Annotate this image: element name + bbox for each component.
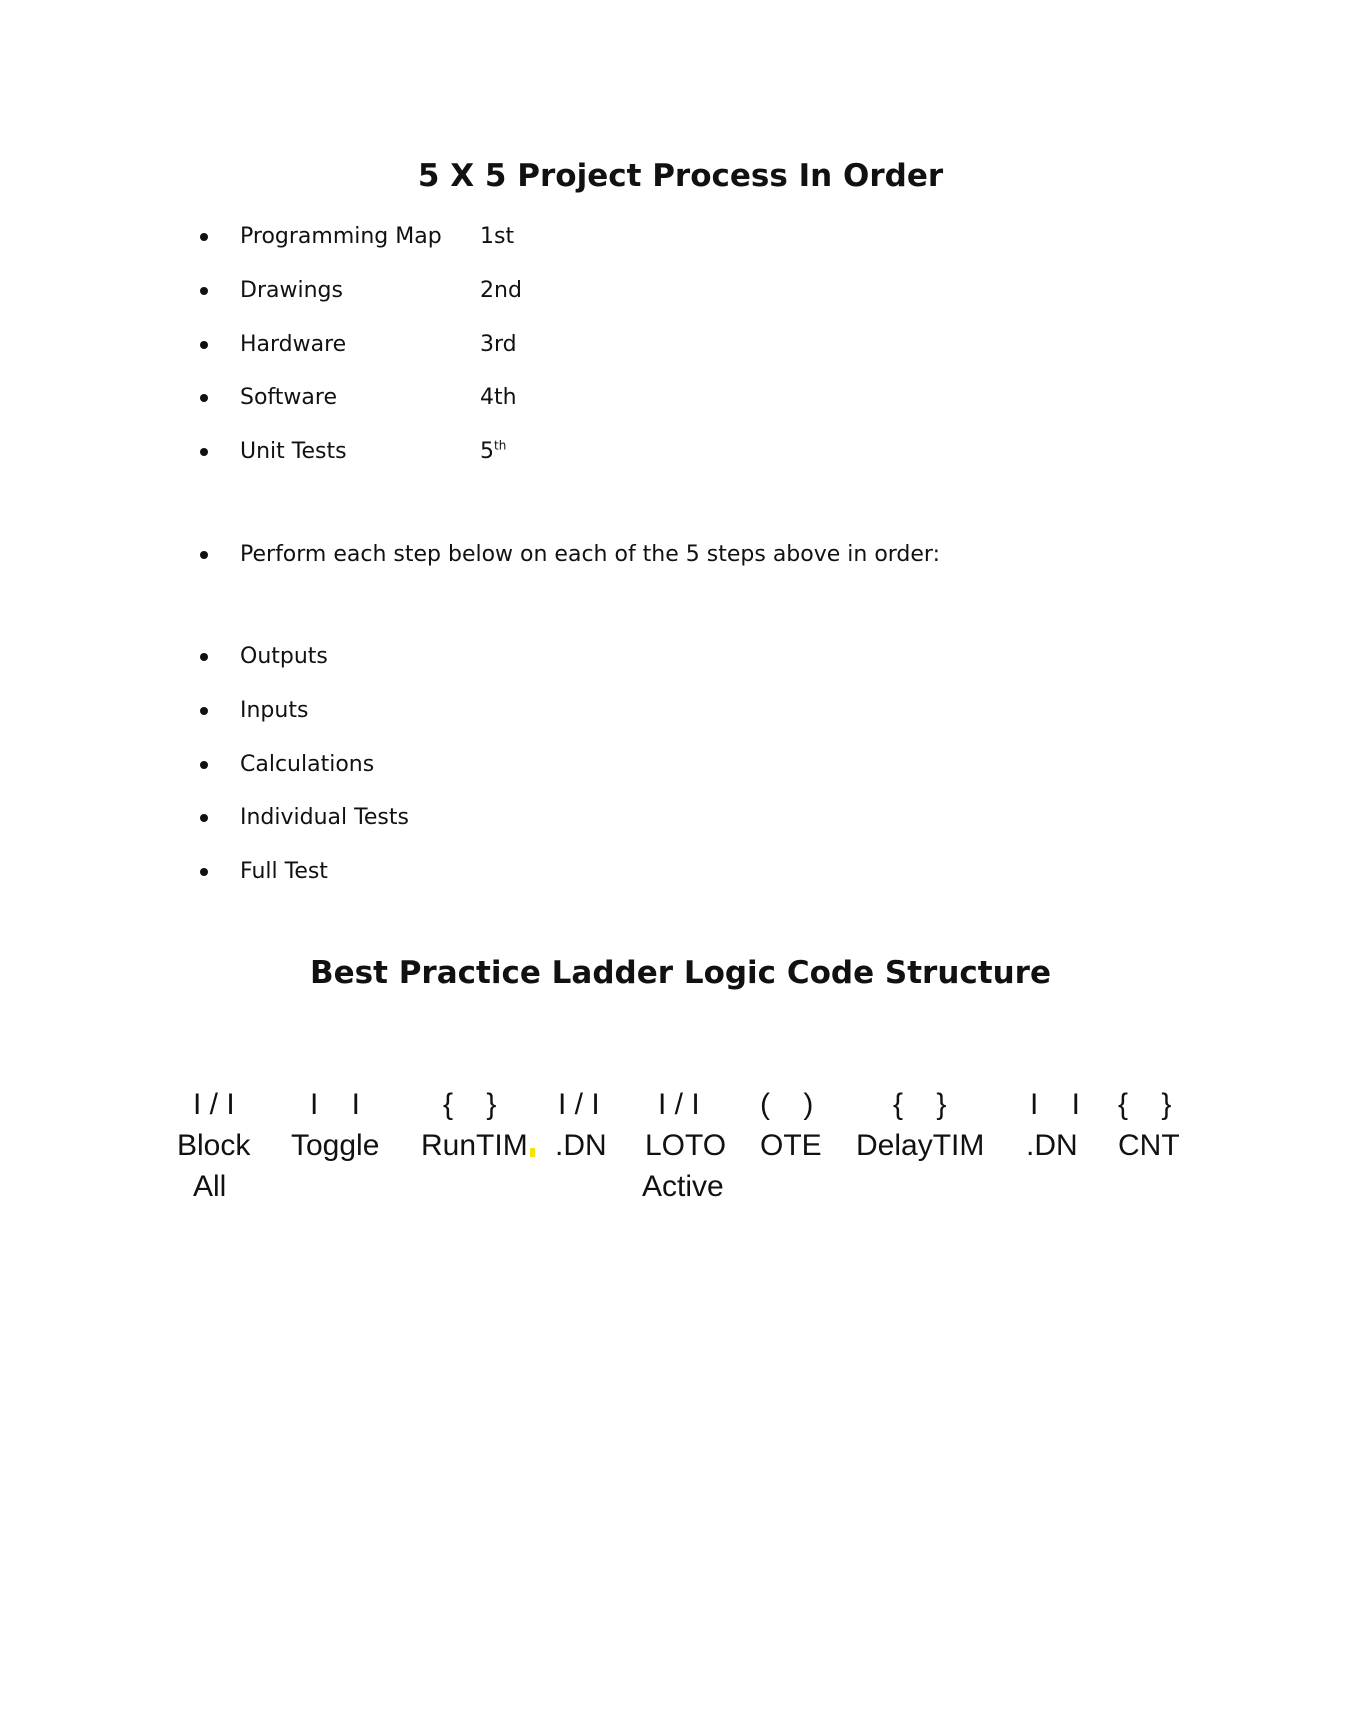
ladder-label: .DN [555, 1129, 607, 1162]
bullet-icon [200, 394, 208, 402]
bullet-icon [200, 233, 208, 241]
process-title: 5 X 5 Project Process In Order [417, 158, 944, 194]
step-label: Drawings [240, 278, 343, 303]
bullet-icon [200, 341, 208, 349]
step-order: 1st [480, 224, 515, 249]
sub-step-label: Individual Tests [240, 805, 409, 830]
step-label: Programming Map [240, 224, 442, 249]
highlight-mark [530, 1148, 535, 1157]
ladder-label: LOTO [645, 1129, 727, 1162]
ladder-label: OTE [760, 1129, 822, 1162]
ladder-symbol: I / I [558, 1088, 600, 1121]
bullet-icon [200, 814, 208, 822]
ladder-symbol: { } [443, 1088, 497, 1121]
bullet-icon [200, 761, 208, 769]
bullet-icon [200, 707, 208, 715]
step-order-suffix: th [494, 438, 507, 453]
ladder-label: Toggle [291, 1129, 380, 1162]
step-label: Hardware [240, 332, 347, 357]
step-order [480, 437, 506, 467]
step-label: Unit Tests [240, 439, 347, 464]
sub-step-label: Outputs [240, 644, 328, 669]
ladder-label-line2: Active [642, 1170, 724, 1203]
step-order: 3rd [480, 332, 517, 357]
ladder-label: .DN [1026, 1129, 1078, 1162]
ladder-label: RunTIM [421, 1129, 528, 1162]
ladder-label-line2: All [193, 1170, 227, 1203]
ladder-symbol: { } [1118, 1088, 1172, 1121]
ladder-symbol: I / I [658, 1088, 700, 1121]
sub-step-label: Calculations [240, 752, 375, 777]
ladder-title: Best Practice Ladder Logic Code Structure [310, 955, 1051, 991]
bullet-icon [200, 287, 208, 295]
step-order: 2nd [480, 278, 522, 303]
step-order: 4th [480, 385, 517, 410]
ladder-symbol: I I [1030, 1088, 1081, 1121]
bullet-icon [200, 653, 208, 661]
bullet-icon [200, 551, 208, 559]
ladder-label: CNT [1118, 1129, 1180, 1162]
ladder-symbol: I / I [193, 1088, 235, 1121]
step-order-base: 5 [480, 439, 494, 464]
instruction-text: Perform each step below on each of the 5 steps above in order: [240, 542, 941, 567]
sub-step-label: Full Test [240, 859, 328, 884]
bullet-icon [200, 448, 208, 456]
bullet-icon [200, 868, 208, 876]
sub-step-label: Inputs [240, 698, 309, 723]
ladder-symbol: ( ) [760, 1088, 814, 1121]
step-label: Software [240, 385, 337, 410]
ladder-symbol: I I [310, 1088, 361, 1121]
ladder-label: Block [177, 1129, 251, 1162]
ladder-symbol: { } [893, 1088, 947, 1121]
ladder-label: DelayTIM [856, 1129, 985, 1162]
